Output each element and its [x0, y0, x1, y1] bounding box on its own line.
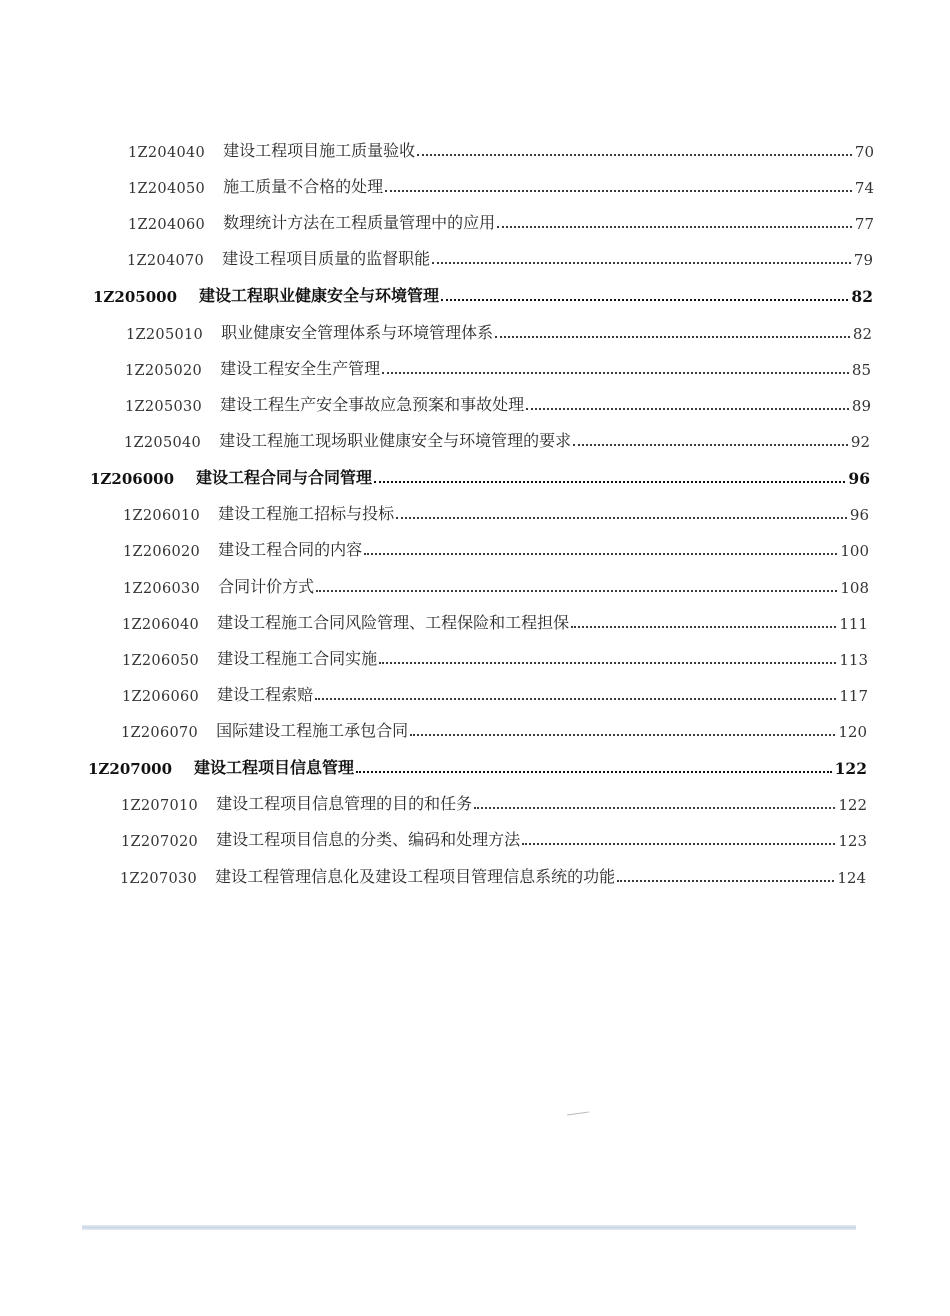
toc-entry-page: 111 [839, 615, 868, 633]
toc-entry-title: 建设工程项目信息管理的目的和任务 [216, 794, 473, 813]
toc-entry-code: 1Z206060 [122, 689, 200, 705]
toc-entry[interactable] [120, 861, 866, 887]
toc-entry[interactable] [128, 135, 874, 161]
toc-chapter-code: 1Z207000 [88, 760, 173, 778]
toc-entry-code: 1Z206070 [121, 725, 199, 741]
toc-entry-page: 70 [854, 143, 874, 161]
toc-entry-page: 120 [838, 723, 867, 741]
toc-chapter-code: 1Z206000 [90, 470, 175, 488]
dot-leader [385, 190, 852, 192]
toc-chapter-title: 建设工程职业健康安全与环境管理 [199, 286, 440, 305]
toc-chapter-entry[interactable] [90, 462, 870, 488]
toc-chapter-title: 建设工程项目信息管理 [194, 758, 355, 777]
toc-entry[interactable] [125, 353, 871, 379]
toc-entry-page: 82 [852, 325, 872, 343]
toc-chapter-entry[interactable] [93, 280, 873, 306]
toc-entry-code: 1Z206040 [122, 617, 200, 633]
toc-entry-title: 建设工程施工现场职业健康安全与环境管理的要求 [219, 431, 572, 450]
toc-entry-page: 85 [851, 361, 871, 379]
toc-entry-title: 国际建设工程施工承包合同 [216, 721, 409, 740]
toc-entry-title: 建设工程项目质量的监督职能 [222, 249, 431, 268]
toc-entry-title: 建设工程管理信息化及建设工程项目管理信息系统的功能 [215, 867, 616, 886]
toc-entry-title: 职业健康安全管理体系与环境管理体系 [221, 323, 494, 342]
dot-leader [441, 299, 848, 301]
toc-entry-page: 79 [853, 251, 873, 269]
toc-entry-title: 数理统计方法在工程质量管理中的应用 [223, 213, 496, 232]
dot-leader [410, 734, 835, 736]
dot-leader [417, 154, 852, 156]
toc-entry-code: 1Z206020 [123, 544, 201, 560]
toc-entry-page: 89 [851, 397, 871, 415]
dot-leader [364, 553, 837, 555]
dot-leader [474, 807, 835, 809]
dot-leader [571, 626, 836, 628]
toc-entry-page: 108 [840, 579, 869, 597]
bottom-rule [82, 1225, 856, 1230]
toc-entry-page: 92 [850, 433, 870, 451]
toc-entry-code: 1Z207020 [121, 834, 199, 850]
dot-leader [495, 336, 850, 338]
toc-entry-page: 113 [839, 651, 868, 669]
toc-entry[interactable] [122, 607, 868, 633]
toc-chapter-page: 82 [851, 287, 873, 306]
dot-leader [573, 444, 848, 446]
toc-entry[interactable] [121, 788, 867, 814]
scan-artifact-mark [567, 1111, 589, 1115]
dot-leader [379, 662, 836, 664]
toc-entry[interactable] [127, 243, 873, 269]
toc-entry-page: 74 [854, 179, 874, 197]
toc-entry-code: 1Z207030 [120, 871, 198, 887]
toc-entry-code: 1Z204050 [128, 181, 206, 197]
dot-leader [374, 481, 845, 483]
toc-entry-title: 施工质量不合格的处理 [223, 177, 384, 196]
toc-entry[interactable] [128, 171, 874, 197]
toc-chapter-title: 建设工程合同与合同管理 [196, 468, 373, 487]
toc-entry[interactable] [128, 207, 874, 233]
dot-leader [617, 880, 834, 882]
toc-entry-title: 建设工程施工招标与投标 [218, 504, 395, 523]
toc-entry-code: 1Z204060 [128, 217, 206, 233]
toc-entry[interactable] [122, 679, 868, 705]
toc-entry-page: 117 [839, 687, 868, 705]
dot-leader [316, 590, 837, 592]
toc-chapter-entry[interactable] [88, 752, 867, 778]
toc-chapter-page: 122 [834, 759, 867, 778]
toc-entry-page: 123 [838, 832, 867, 850]
toc-entry-code: 1Z205020 [125, 363, 203, 379]
toc-chapter-page: 96 [848, 469, 870, 488]
toc-entry-title: 建设工程索赔 [217, 685, 314, 704]
dot-leader [396, 517, 847, 519]
toc-entry-page: 124 [837, 869, 866, 887]
toc-entry-title: 建设工程合同的内容 [218, 540, 363, 559]
toc-entry[interactable] [122, 643, 868, 669]
dot-leader [432, 262, 851, 264]
toc-entry-title: 建设工程施工合同实施 [217, 649, 378, 668]
toc-entry-title: 建设工程生产安全事故应急预案和事故处理 [220, 395, 525, 414]
toc-entry-page: 77 [854, 215, 874, 233]
toc-entry-title: 建设工程项目施工质量验收 [223, 141, 416, 160]
toc-entry[interactable] [123, 534, 869, 560]
toc-entry-code: 1Z206030 [123, 581, 201, 597]
dot-leader [382, 372, 849, 374]
toc-entry-title: 建设工程项目信息的分类、编码和处理方法 [216, 830, 521, 849]
toc-chapter-code: 1Z205000 [93, 288, 178, 306]
toc-entry-code: 1Z205010 [126, 327, 204, 343]
toc-entry[interactable] [121, 715, 867, 741]
toc-entry-code: 1Z204070 [127, 253, 205, 269]
toc-entry[interactable] [124, 425, 870, 451]
toc-entry-code: 1Z206050 [122, 653, 200, 669]
dot-leader [315, 698, 836, 700]
toc-entry[interactable] [123, 498, 869, 524]
toc-entry-page: 100 [840, 542, 869, 560]
toc-entry-title: 建设工程施工合同风险管理、工程保险和工程担保 [217, 613, 570, 632]
toc-entry[interactable] [123, 571, 869, 597]
toc-entry-code: 1Z206010 [123, 508, 201, 524]
toc-entry-title: 建设工程安全生产管理 [220, 359, 381, 378]
toc-entry-code: 1Z205040 [124, 435, 202, 451]
dot-leader [522, 843, 835, 845]
dot-leader [356, 771, 832, 773]
toc-entry-code: 1Z204040 [128, 145, 206, 161]
toc-entry[interactable] [125, 389, 871, 415]
toc-entry-code: 1Z207010 [121, 798, 199, 814]
dot-leader [526, 408, 849, 410]
toc-entry-page: 96 [849, 506, 869, 524]
toc-entry-title: 合同计价方式 [218, 577, 315, 596]
dot-leader [497, 226, 852, 228]
toc-entry[interactable] [121, 824, 867, 850]
toc-entry-page: 122 [838, 796, 867, 814]
toc-entry[interactable] [126, 317, 872, 343]
toc-entry-code: 1Z205030 [125, 399, 203, 415]
